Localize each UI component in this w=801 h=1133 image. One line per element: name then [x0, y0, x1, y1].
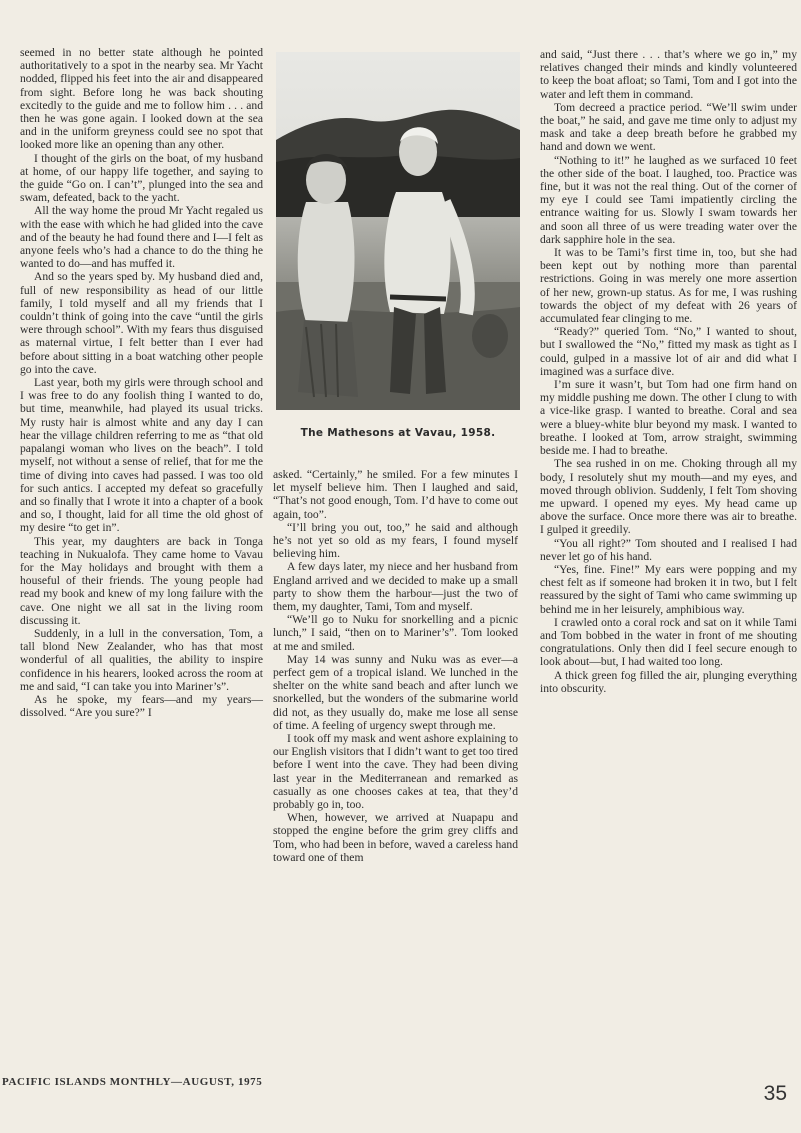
paragraph: “I’ll bring you out, too,” he said and although he’s not yet so old as my fears, I found myself believing him.: [273, 520, 518, 561]
paragraph: Last year, both my girls were through school and I was free to do any foolish thing I wanted to do, but time, meanwhile, had played its usual tricks. My rusty hair is almost white and any day I can hear the village children referring to me as “that old papalangi woman who lives on the beach”. I told myself, not without a sense of relief, that for me the time of diving into caves had passed. I was too old for such antics. I accepted my defeat so gracefully and so finally that I wrote it into a chapter of a book and so, I thought, laid for all time the old ghost of my desire “to get in”.: [20, 376, 263, 535]
paragraph: seemed in no better state although he pointed authoritatively to a spot in the nearby sea. Mr Yacht nodded, flipped his feet into the air and disappeared from sight. Before long he was back shouting excitedly to the guide and me to follow him . . . and then he was gone again. I looked down at the sea and in the uniform greyness could see no spot that looked more like an opening than any other.: [20, 46, 263, 152]
paragraph: “Ready?” queried Tom. “No,” I wanted to shout, but I swallowed the “No,” fitted my mask as tight as I could, gulped in a massive lot of air and did what I imagined was a surface dive.: [540, 325, 797, 378]
paragraph: I crawled onto a coral rock and sat on it while Tami and Tom bobbed in the water in front of me shouting congratulations. Only then did I feel secure enough to look about—but, I had waited too long.: [540, 615, 797, 669]
paragraph: I’m sure it wasn’t, but Tom had one firm hand on my middle pushing me down. The other I clung to with a vice-like grasp. I wanted to breathe. Coral and sea were a bluey-white blur beyond my mask. I wanted to breathe. I looked at Tom, arrow straight, swimming beside me. I had to breathe.: [540, 378, 797, 458]
paragraph: “Nothing to it!” he laughed as we surfaced 10 feet the other side of the boat. I laughed, too. Practice was fine, but it was not the real thing. Out of the corner of my eye I could see Tami impatiently circling the entrance waiting for us. Slowly I swam towards her and soon all three of us were treading water over the dark sapphire hole in the sea.: [540, 153, 797, 246]
text-column-3: [540, 48, 797, 695]
page-number: 35: [763, 1082, 787, 1105]
paragraph: And so the years sped by. My husband died and, full of new responsibility as head of our little family, I told myself and all my friends that I couldn’t think of going into the cave “until the girls were through school”. With my fears thus disguised as maternal virtue, I felt better than I ever had before about sitting in a boat watching other people go into the cave.: [20, 270, 263, 376]
photo-image: [276, 52, 520, 410]
paragraph: I thought of the girls on the boat, of my husband at home, of our happy life together, and saying to the guide “Go on. I can’t”, plunged into the sea and swam, defeated, back to the yacht.: [20, 151, 263, 205]
paragraph: I took off my mask and went ashore explaining to our English visitors that I didn’t want to get too tired before I went into the cave. They had been diving last year in the Mediterranean and remarked as casually as one chooses cakes at tea, that they’d probably go in, too.: [273, 732, 518, 812]
paragraph: “You all right?” Tom shouted and I realised I had never let go of his hand.: [540, 536, 797, 563]
paragraph: As he spoke, my fears—and my years—dissolved. “Are you sure?” I: [20, 692, 263, 720]
paragraph: May 14 was sunny and Nuku was as ever—a perfect gem of a tropical island. We lunched in the shelter on the white sand beach and after lunch we snorkelled, but the wonders of the submarine world did not, as they usually do, make me lose all sense of time. A feeling of urgency swept through me.: [273, 652, 518, 732]
paragraph: A thick green fog filled the air, plunging everything into obscurity.: [540, 668, 797, 695]
photo-caption: The Mathesons at Vavau, 1958.: [300, 427, 496, 439]
paragraph: “Yes, fine. Fine!” My ears were popping and my chest felt as if someone had broken it in two, but I felt reassured by the sight of Tami who came swimming up behind me in her leisurely, amphibious way.: [540, 562, 797, 616]
paragraph: Tom decreed a practice period. “We’ll swim under the boat,” he said, and gave me time only to adjust my mask and take a deep breath before he grabbed my hand and down we went.: [540, 100, 797, 154]
paragraph: Suddenly, in a lull in the conversation, Tom, a tall blond New Zealander, who has that most wonderful of all qualities, the ability to inspire confidence in his hearers, looked across the room at me and said, “I can take you into Mariner’s”.: [20, 626, 263, 693]
running-footer: PACIFIC ISLANDS MONTHLY—AUGUST, 1975: [2, 1076, 263, 1088]
paragraph: It was to be Tami’s first time in, too, but she had been kept out by nothing more than parental restrictions. Going in was merely one more assertion of her new, grown-up status. As for me, I was rushing towards the object of my defeat with 26 years of accumulated fear clinging to me.: [540, 246, 797, 326]
paragraph: When, however, we arrived at Nuapapu and stopped the engine before the grim grey cliffs and Tom, who had been in before, waved a careless hand toward one of them: [273, 811, 518, 864]
text-column-2: [273, 468, 518, 864]
paragraph: All the way home the proud Mr Yacht regaled us with the ease with which he had glided into the cave and of the beauty he had found there and I—I felt as anyone feels who’s had a chance to do the thing he wanted to do—and has muffed it.: [20, 204, 263, 271]
paragraph: This year, my daughters are back in Tonga teaching in Nukualofa. They came home to Vavau for the May holidays and brought with them a houseful of their friends. The young people had read my book and knew of my long failure with the cave. One night we all sat in the living room discussing it.: [20, 534, 263, 627]
photo-mathesons: [276, 52, 520, 410]
paragraph: asked. “Certainly,” he smiled. For a few minutes I let myself believe him. Then I laughed and said, “That’s not good enough, Tom. I’d have to come out again, too”.: [273, 468, 518, 521]
paragraph: “We’ll go to Nuku for snorkelling and a picnic lunch,” I said, “then on to Mariner’s”. Tom looked at me and smiled.: [273, 613, 518, 653]
paragraph: and said, “Just there . . . that’s where we go in,” my relatives changed their minds and kindly volunteered to keep the boat afloat; so Tami, Tom and I got into the water and left them in command.: [540, 48, 797, 101]
paragraph: A few days later, my niece and her husband from England arrived and we decided to make up a small party to show them the harbour—just the two of them, my daughter, Tami, Tom and myself.: [273, 560, 518, 614]
paragraph: The sea rushed in on me. Choking through all my body, I resolutely shut my mouth—and my eyes, and moved through oblivion. Suddenly, I felt Tom shoving me upward. I opened my eyes. My head came up above the surface. Once more there was air to breathe. I gulped it greedily.: [540, 457, 797, 537]
text-column-1: [20, 46, 263, 719]
